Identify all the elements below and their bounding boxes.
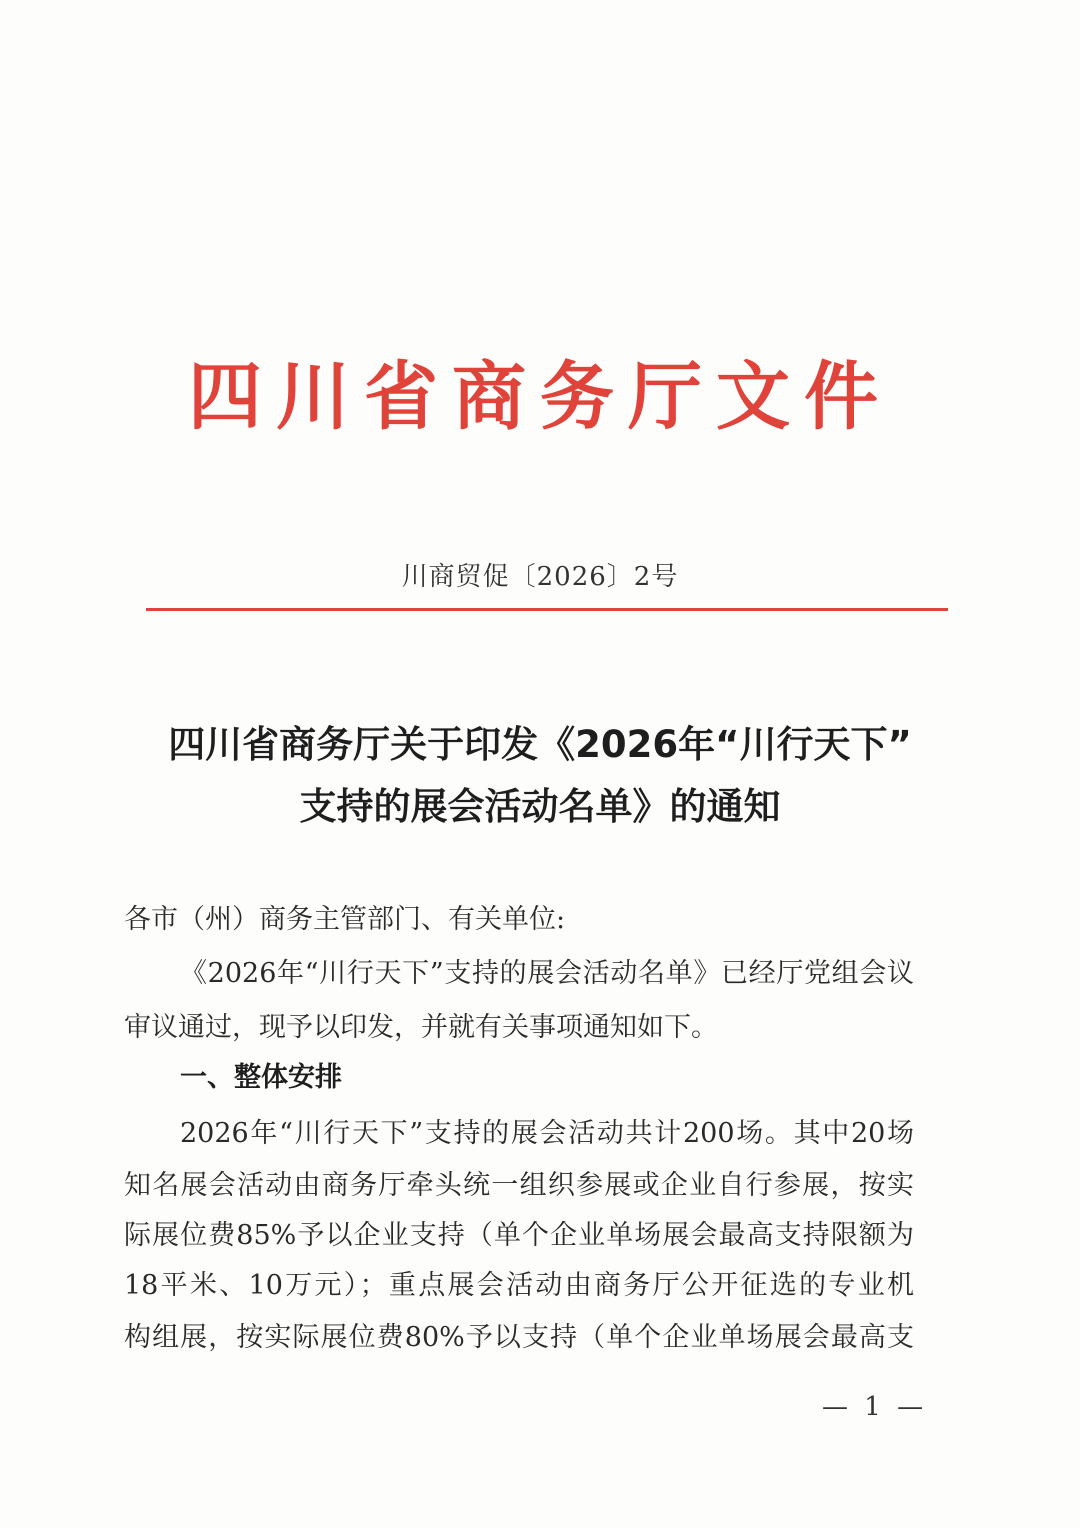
- body-paragraph-line: 知名展会活动由商务厅牵头统一组织参展或企业自行参展，按实: [124, 1170, 914, 1201]
- intro-paragraph-line: 审议通过，现予以印发，并就有关事项通知如下。: [124, 1012, 718, 1043]
- notice-title-line-1: 四川省商务厅关于印发《2026年“川行天下”: [168, 723, 912, 766]
- body-paragraph-line: 际展位费85%予以企业支持（单个企业单场展会最高支持限额为: [124, 1220, 914, 1251]
- body-paragraph-line: 18平米、10万元）；重点展会活动由商务厅公开征选的专业机: [124, 1270, 914, 1301]
- salutation: 各市（州）商务主管部门、有关单位:: [124, 904, 566, 935]
- notice-title-line-2: 支持的展会活动名单》的通知: [299, 785, 781, 828]
- section-heading: 一、整体安排: [180, 1062, 342, 1093]
- document-number: 川商贸促〔2026〕2号: [401, 562, 679, 592]
- page-number: — 1 —: [822, 1392, 928, 1422]
- issuing-authority-header: 四川省商务厅文件: [188, 354, 892, 440]
- body-paragraph-line: 2026年“川行天下”支持的展会活动共计200场。其中20场: [180, 1118, 914, 1149]
- red-separator-line: [146, 608, 948, 611]
- intro-paragraph-line: 《2026年“川行天下”支持的展会活动名单》已经厅党组会议: [180, 958, 914, 989]
- body-paragraph-line: 构组展，按实际展位费80%予以支持（单个企业单场展会最高支: [124, 1322, 914, 1353]
